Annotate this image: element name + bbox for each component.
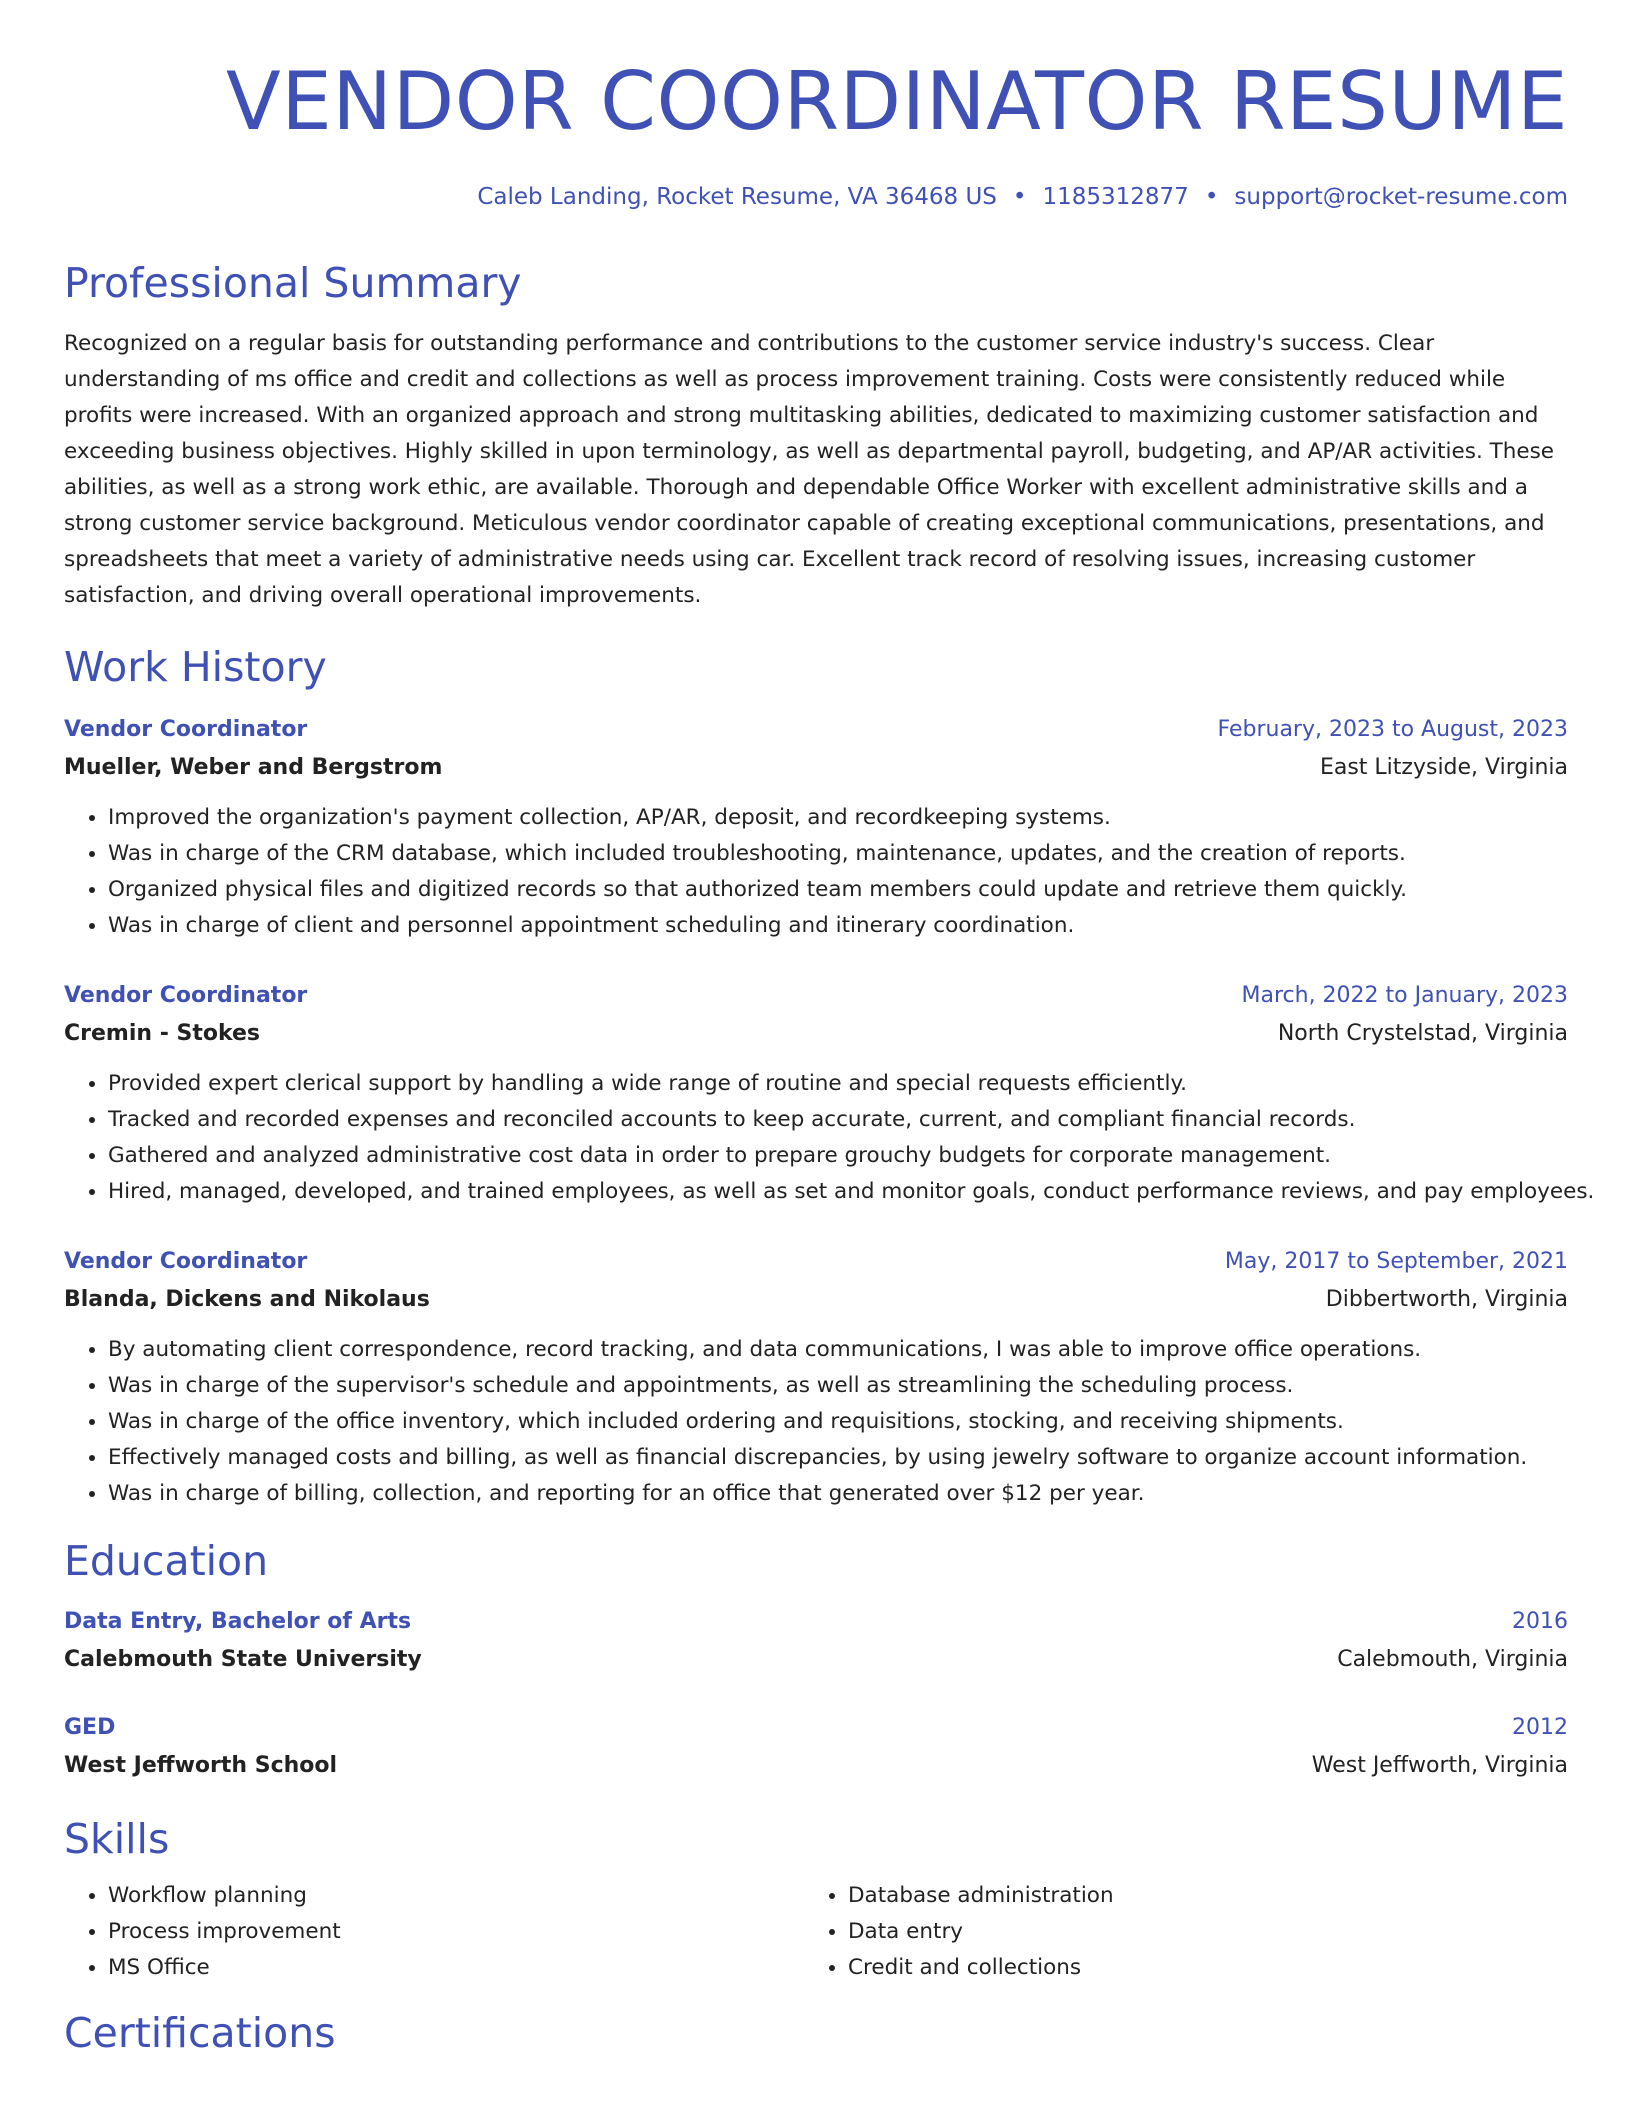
list-item: • Was in charge of the supervisor's schedule and appointments, as well as streamlining the scheduling process. — [108, 1368, 1568, 1404]
list-item: • Effectively managed costs and billing, as well as financial discrepancies, by using jewelry software to organize account information. — [108, 1440, 1568, 1476]
education-degree: GED — [64, 1715, 116, 1740]
job-bullets — [64, 1066, 1595, 1210]
education-degree: Data Entry, Bachelor of Arts — [64, 1609, 412, 1634]
job-location: East Litzyside, Virginia — [1319, 755, 1568, 780]
list-item: • Database administration — [848, 1878, 1544, 1914]
resume-title: VENDOR COORDINATOR RESUME — [225, 55, 1568, 148]
certifications-heading: Certifications — [64, 2009, 336, 2057]
work-history-heading: Work History — [64, 643, 327, 691]
contact-phone: 1185312877 — [1042, 184, 1189, 210]
education-year: 2016 — [1512, 1609, 1568, 1634]
list-item: • Was in charge of the office inventory, which included ordering and requisitions, stocking, and receiving shipments. — [108, 1404, 1568, 1440]
list-item: • Hired, managed, developed, and trained employees, as well as set and monitor goals, conduct performance reviews, and pay employees. — [108, 1174, 1568, 1210]
list-item: • MS Office — [108, 1950, 804, 1986]
list-item: • Was in charge of billing, collection, and reporting for an office that generated over $12 per year. — [108, 1476, 1568, 1512]
list-item: • By automating client correspondence, record tracking, and data communications, I was able to improve office operations. — [108, 1332, 1568, 1368]
list-item: • Provided expert clerical support by handling a wide range of routine and special requests efficiently. — [108, 1066, 1568, 1102]
job-dates: February, 2023 to August, 2023 — [1217, 717, 1568, 742]
job-dates: May, 2017 to September, 2021 — [1224, 1249, 1568, 1274]
job-location: Dibbertworth, Virginia — [1325, 1287, 1568, 1312]
job-location: North Crystelstad, Virginia — [1277, 1021, 1568, 1046]
list-item: • Process improvement — [108, 1914, 804, 1950]
skills-list — [64, 1878, 1568, 1986]
education-school: Calebmouth State University — [64, 1647, 422, 1672]
job-entry — [64, 712, 1568, 944]
list-item: • Was in charge of the CRM database, which included troubleshooting, maintenance, updates, and the creation of reports. — [108, 836, 1568, 872]
list-item: • Was in charge of client and personnel appointment scheduling and itinerary coordination. — [108, 908, 1568, 944]
job-employer: Cremin - Stokes — [64, 1021, 261, 1046]
summary-heading: Professional Summary — [64, 259, 522, 307]
skills-column-right — [804, 1878, 1544, 1986]
job-entry — [64, 1244, 1568, 1512]
job-bullets — [64, 1332, 1568, 1512]
education-location: Calebmouth, Virginia — [1337, 1647, 1568, 1672]
skills-column-left — [64, 1878, 804, 1986]
contact-email[interactable]: support@rocket-resume.com — [1234, 184, 1568, 210]
education-school: West Jeffworth School — [64, 1753, 338, 1778]
education-entry — [64, 1604, 1568, 1680]
list-item: • Workflow planning — [108, 1878, 804, 1914]
list-item: • Data entry — [848, 1914, 1544, 1950]
job-title: Vendor Coordinator — [64, 717, 308, 742]
contact-address: Caleb Landing, Rocket Resume, VA 36468 US — [477, 184, 997, 210]
job-entry — [64, 978, 1595, 1210]
list-item: • Tracked and recorded expenses and reconciled accounts to keep accurate, current, and compliant financial records. — [108, 1102, 1568, 1138]
education-heading: Education — [64, 1537, 269, 1585]
summary-text: Recognized on a regular basis for outstanding performance and contributions to the customer service industry's success. Clear understanding of ms office and credit and collections as well as process improvement training. Costs were consistently reduced while profits were increased. With an organized approach and strong multitasking abilities, dedicated to maximizing customer satisfaction and exceeding business objectives. Highly skilled in upon terminology, as well as departmental payroll, budgeting, and AP/AR activities. These abilities, as well as a strong work ethic, are available. Thorough and dependable Office Worker with excellent administrative skills and a strong customer service background. Meticulous vendor coordinator capable of creating exceptional communications, presentations, and spreadsheets that meet a variety of administrative needs using car. Excellent track record of resolving issues, increasing customer satisfaction, and driving overall operational improvements. — [64, 331, 1555, 608]
list-item: • Improved the organization's payment collection, AP/AR, deposit, and recordkeeping systems. — [108, 800, 1568, 836]
job-employer: Blanda, Dickens and Nikolaus — [64, 1287, 430, 1312]
job-dates: March, 2022 to January, 2023 — [1241, 983, 1568, 1008]
contact-separator: • — [1012, 184, 1027, 210]
contact-line — [64, 180, 1568, 214]
education-year: 2012 — [1512, 1715, 1568, 1740]
list-item: • Organized physical files and digitized records so that authorized team members could update and retrieve them quickly. — [108, 872, 1568, 908]
job-employer: Mueller, Weber and Bergstrom — [64, 755, 443, 780]
job-bullets — [64, 800, 1568, 944]
education-location: West Jeffworth, Virginia — [1311, 1753, 1568, 1778]
list-item: • Credit and collections — [848, 1950, 1544, 1986]
job-title: Vendor Coordinator — [64, 1249, 308, 1274]
contact-separator: • — [1204, 184, 1219, 210]
education-entry — [64, 1710, 1568, 1786]
job-title: Vendor Coordinator — [64, 983, 308, 1008]
list-item: • Gathered and analyzed administrative cost data in order to prepare grouchy budgets for corporate management. — [108, 1138, 1568, 1174]
skills-heading: Skills — [64, 1815, 170, 1863]
